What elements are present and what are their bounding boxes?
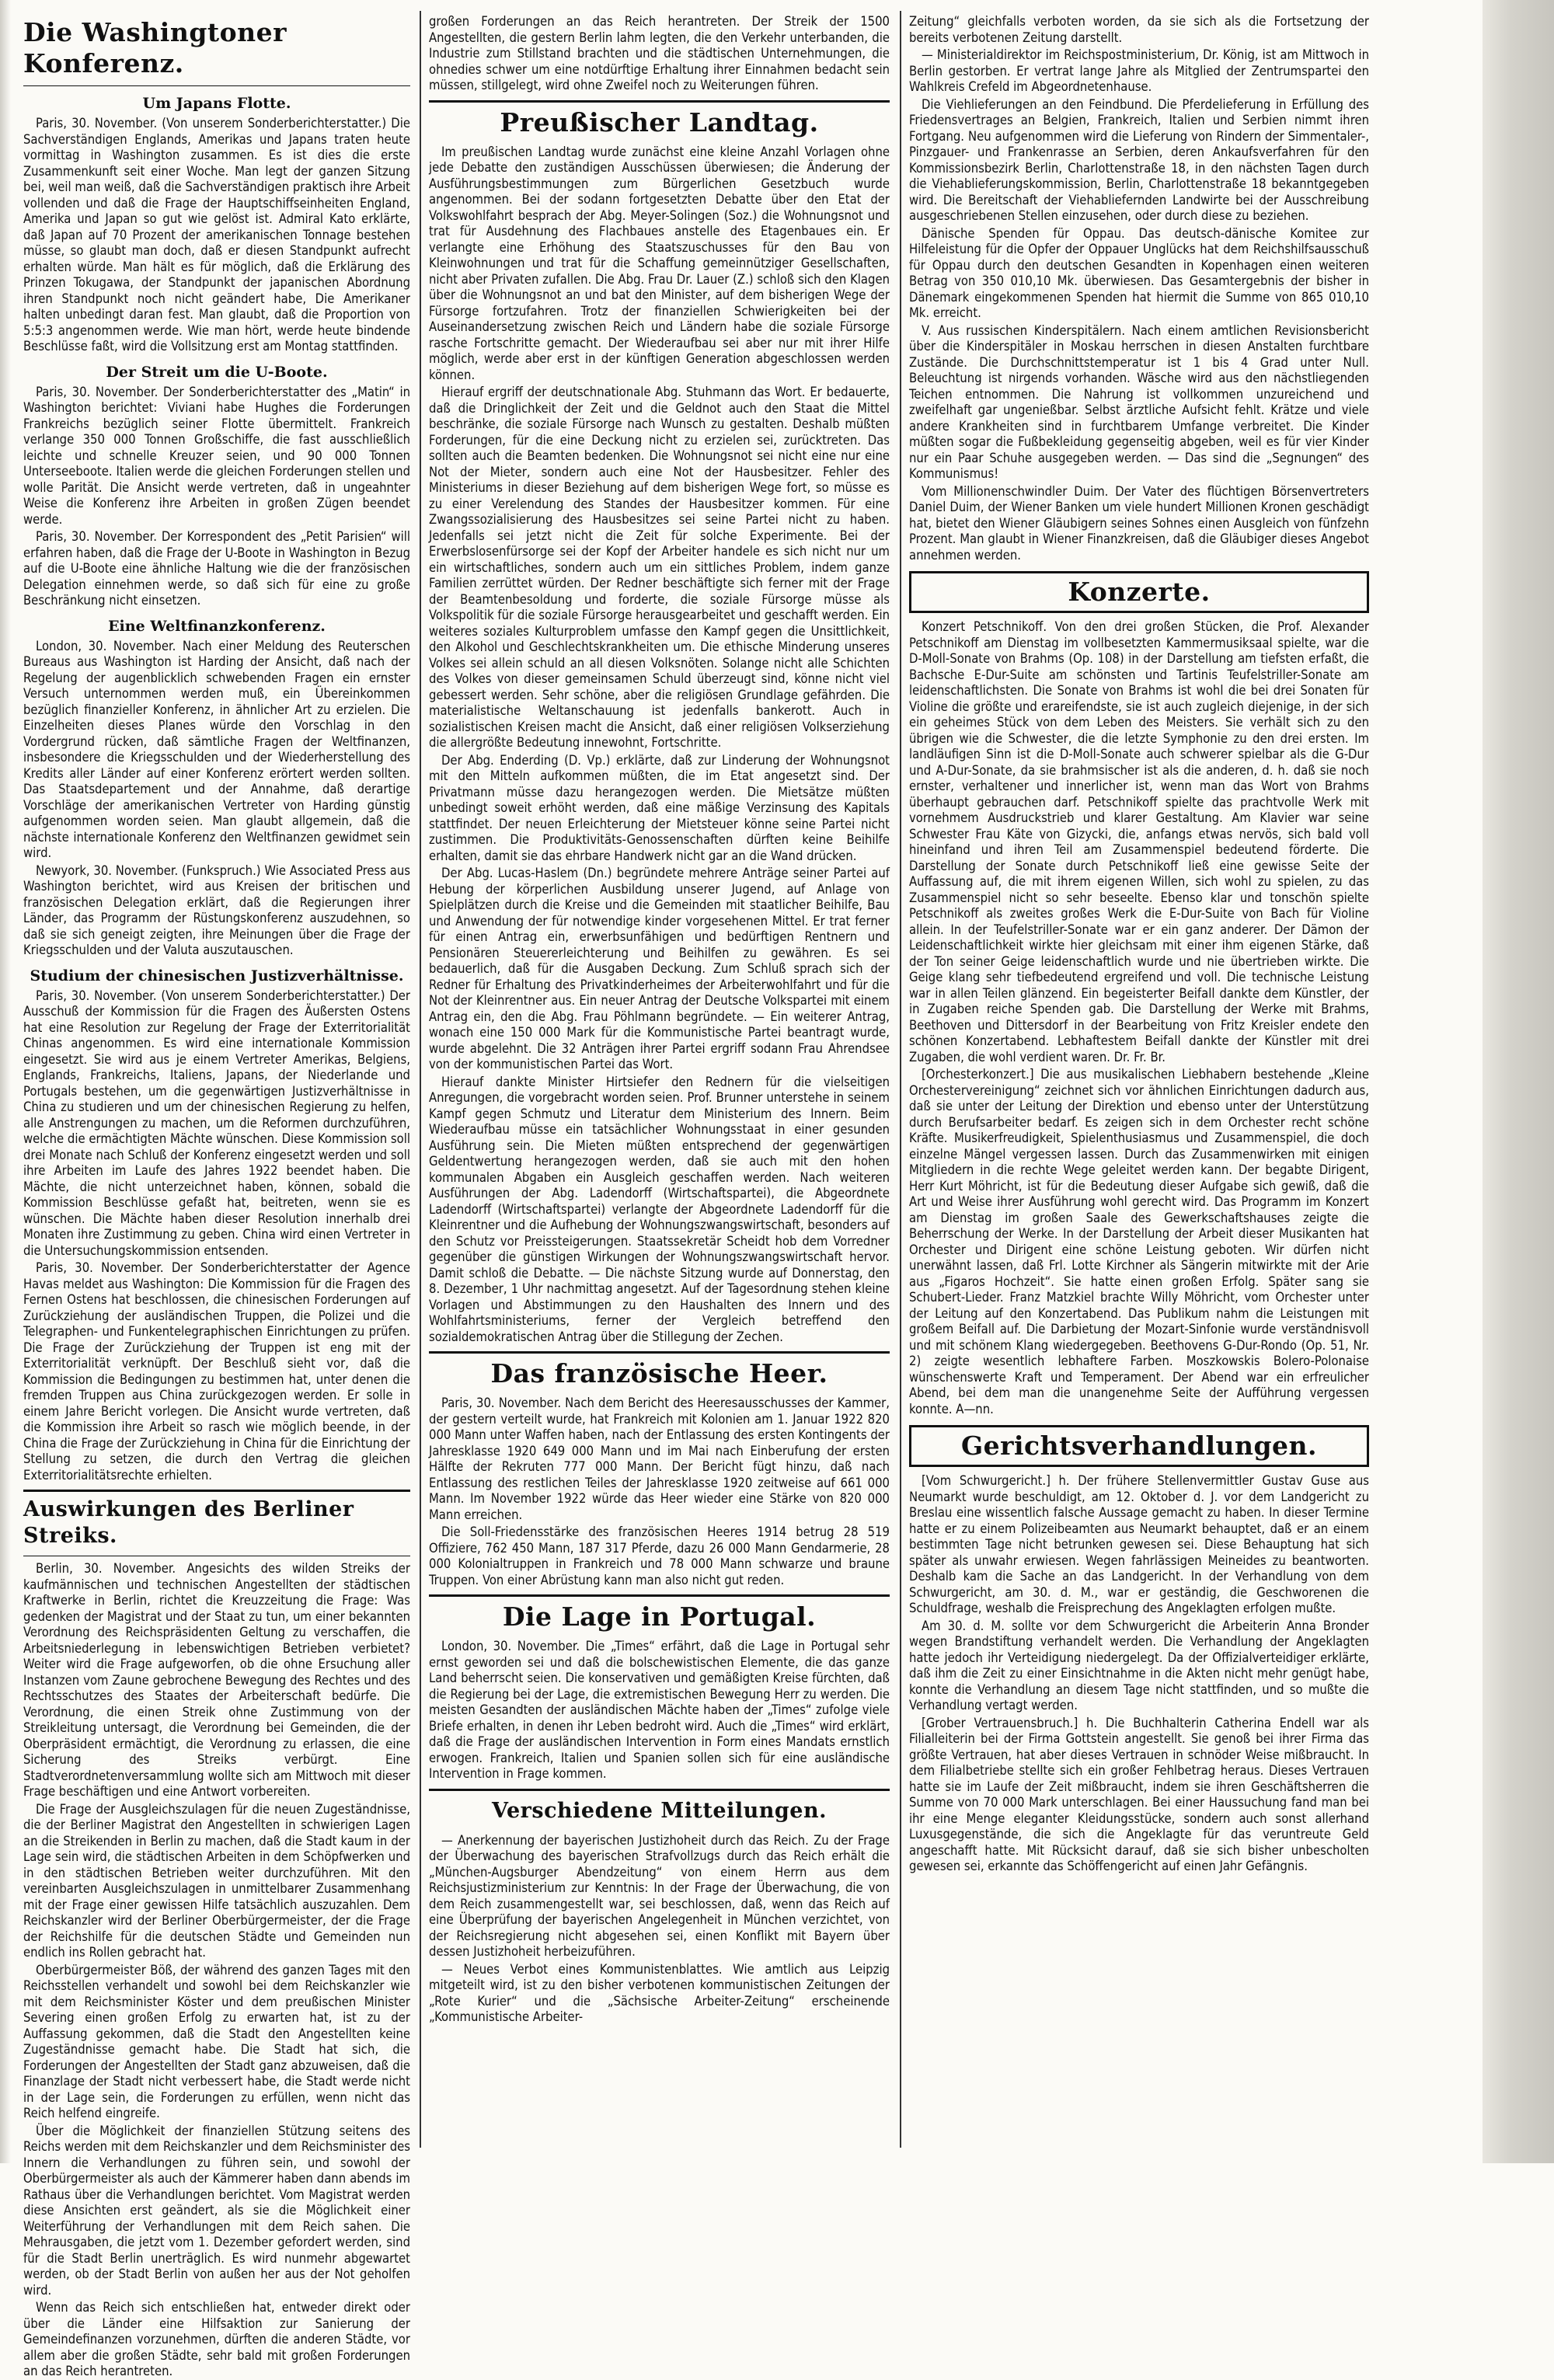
divider xyxy=(429,1594,890,1597)
paragraph: London, 30. November. Die „Times“ erfährt, daß die Lage in Portugal sehr ernst geworden sei und daß die bolschewistischen Elemente, die das ganze Land beherrscht seien. Die konservativen und gemäßigten Kreise fürchten, daß die Regierung bei der Lage, die extremistischen Bewegung Herr zu werden. Die meisten Gesandten der ausländischen Mächte haben der „Times“ zufolge viele Briefe erhalten, in denen ihr Leben bedroht wird. Auch die „Times“ wird erklärt, daß die Frage der ausländischen Intervention in Form eines Mandats ernstlich erwogen. Frankreich, Italien und Spanien sollen sich für eine ausländische Intervention in Frage kommen. xyxy=(429,1639,890,1781)
paragraph: Hierauf ergriff der deutschnationale Abg. Stuhmann das Wort. Er bedauerte, daß die Dringlichkeit der Zeit und die Geldnot auch den Staat die Mittel beschränke, die soziale Fürsorge nach Wunsch zu gestalten. Deshalb müßten Forderungen, für die eine Deckung nicht zu erzielen sei, zurücktreten. Das sollten auch die Beamten bedenken. Die Wohnungsnot sei nicht eine nur eine Not der Mieter, sondern auch eine Not der Hausbesitzer. Fehler des Ministeriums in dieser Beziehung auf dem bisherigen Wege fort, so müsse es zu einer Verelendung des Standes der Hausbesitzer kommen. Für eine Zwangssozialisierung des Hausbesitzes sei seine Partei nicht zu haben. Jedenfalls sei jetzt nicht die Zeit für solche Experimente. Bei der Erwerbslosenfürsorge sei der Kopf der Arbeiter handele es sich nicht nur um ein wirtschaftliches, sondern auch um ein sittliches Problem, indem ganze Familien zerrüttet würden. Der Redner beschäftigte sich ferner mit der Frage der Beamtenbesoldung und forderte, die soziale Fürsorge müsse als Volkspolitik für die soziale Fürsorge herausgearbeitet und geschafft werden. Ein weiteres soziales Kulturproblem umfasse den Kampf gegen die Unsittlichkeit, den Alkohol und Geschlechtskrankheiten um. Die ethische Minderung unseres Volkes sei allein schuld an all diesen Volksnöten. Solange nicht alle Schichten des Volkes von dieser gemeinsamen Schuld überzeugt sind, könne nicht viel gebessert werden. Sehr schöne, aber die religiösen Grundlage gefährden. Die materialistische Weltanschauung ist jedenfalls bankerott. Auch in sozialistischen Kreisen macht die Ansicht, daß einer religiösen Volkserziehung die allergrößte Bedeutung innewohnt, Fortschritte. xyxy=(429,385,890,750)
headline-french-army: Das französische Heer. xyxy=(490,1358,828,1389)
divider xyxy=(429,1789,890,1791)
column-3 xyxy=(900,11,1377,2148)
paragraph: — Anerkennung der bayerischen Justizhoheit durch das Reich. Zu der Frage der Überwachung des bayerischen Strafvollzugs durch das Reich erhält die „München-Augsburger Abendzeitung“ von einem Herrn aus dem Reichsjustizministerium zur Kenntnis: In der Frage der Überwachung, die von dem Reich zusammengestellt war, sei beschlossen, daß, wenn das Reich auf eine Überprüfung der bayerischen Angelegenheit in München verzichtet, von der Reichsregierung nicht abgesehen sei, einen Konflikt mit Bayern über dessen Justizhoheit herbeizuführen. xyxy=(429,1832,890,1959)
subhead: Studium der chinesischen Justizverhältnisse. xyxy=(30,967,404,984)
paragraph: Newyork, 30. November. (Funkspruch.) Wie Associated Press aus Washington berichtet, wird aus Kreisen der britischen und französischen Delegation erklärt, daß die Regierungen ihrer Länder, das Programm der Rüstungskonferenz auszudehnen, so daß sie sich geneigt zeigten, ihre Meinungen über die Frage der Kriegsschulden und der Valuta auszutauschen. xyxy=(23,862,410,957)
article-court xyxy=(909,1473,1369,1875)
subhead: Eine Weltfinanzkonferenz. xyxy=(108,617,326,635)
paragraph: London, 30. November. Nach einer Meldung des Reuterschen Bureaus aus Washington ist Harding der Ansicht, daß nach der Regelung der augenblicklich schwebenden Fragen ein ernster Versuch unternommen werden muß, ein Übereinkommen bezüglich finanzieller Konferenz, in ähnlicher Art zu erzielen. Die Einzelheiten dieses Planes würde den Vorschlag in den Vordergrund rücken, daß sämtliche Fragen der Weltfinanzen, insbesondere die Kriegsschulden und der Wiederherstellung des Kredits aller Länder auf einer Konferenz erörtert werden sollten. Das Staatsdepartement und der Annahme, daß derartige Vorschläge der amerikanischen Vertreter von Harding günstig aufgenommen worden seien. Man glaubt allgemein, daß die nächste internationale Konferenz den Weltfinanzen gewidmet sein wird. xyxy=(23,638,410,860)
paragraph: Paris, 30. November. (Von unserem Sonderberichterstatter.) Die Sachverständigen Englands, Amerikas und Japans traten heute vormittag in Washington zusammen. Es ist dies die erste Zusammenkunft seit einer Woche. Man legt der ganzen Sitzung bei, weil man weiß, daß die Sachverständigen praktisch ihre Arbeit vollenden und daß die Frage der Hauptschiffseinheiten England, Amerika und Japan so gut wie gelöst ist. Admiral Kato erklärte, daß Japan auf 70 Prozent der amerikanischen Tonnage bestehen müsse, so glaubt man doch, daß er diesen Standpunkt aufrecht erhalten würde. Man hält es für möglich, daß die Erklärung des Prinzen Tokugawa, der Standpunkt der japanischen Abordnung ihren Standpunkt noch nicht geändert habe, Die Amerikaner halten unbedingt daran fest. Man glaubt, daß die Proportion von 5:5:3 angenommen werde. Wie man hört, werde heute bindende Beschlüsse faßt, wird die Vollsitzung erst am Montag stattfinden. xyxy=(23,116,410,354)
divider xyxy=(23,1490,410,1492)
subhead: Der Streit um die U-Boote. xyxy=(106,363,328,381)
article-chinese-justice xyxy=(23,967,410,1484)
article-concerts xyxy=(909,619,1369,1417)
paragraph: Die Soll-Friedensstärke des französischen Heeres 1914 betrug 28 519 Offiziere, 762 450 Mann, 187 317 Pferde, dazu 26 000 Mann Gendarmerie, 28 000 Kolonialtruppen in Frankreich und 78 000 Mann schwarze und braune Truppen. Von einer Abrüstung kann man also nicht gut reden. xyxy=(429,1525,890,1587)
headline-berlin-strikes: Auswirkungen des Berliner Streiks. xyxy=(23,1497,354,1548)
paragraph: [Vom Schwurgericht.] h. Der frühere Stellenvermittler Gustav Guse aus Neumarkt wurde beschuldigt, am 12. Oktober d. J. vor dem Landgericht zu Breslau eine wissentlich falsche Aussage gemacht zu haben. In dieser Termine hatte er zu einem Polizeibeamten aus Neumarkt behauptet, daß er an einem bestimmten Tage nicht betrunken gewesen sei. Diese Behauptung hat sich später als unwahr erwiesen. Wegen fahrlässigen Meineides zu beantworten. Deshalb kam die Sache an das Landgericht. In der Verhandlung von dem Schwurgericht, am 30. d. M., war er geständig, die Geschworenen die Schuldfrage, weshalb die Freisprechung des Angeklagten erfolgen mußte. xyxy=(909,1473,1369,1615)
article-world-finance xyxy=(23,617,410,959)
paragraph: Der Abg. Enderding (D. Vp.) erklärte, daß zur Linderung der Wohnungsnot mit den Mitteln aufkommen müßten, die im Etat angesetzt sind. Der Privatmann müsse dazu herangezogen werden. Die Mietsätze müßten unbedingt soweit erhöht werden, daß eine mäßige Verzinsung des Kapitals stattfindet. Der neuen Erleichterung der Mietsteuer könne seine Partei nicht zustimmen. Die Produktivitäts-Genossenschaften dürften keine Beihilfe erhalten, damit sie das ehrbare Handwerk nicht gar an die Wand drücken. xyxy=(429,752,890,863)
paragraph: Die Frage der Ausgleichszulagen für die neuen Zugeständnisse, die der Berliner Magistrat den Angestellten in schwierigen Lagen an die Streikenden in Berlin zu machen, daß die Stadt kaum in der Lage sein wird, die städtischen Arbeiten in dem Schöpfwerken und in den städtischen Betrieben weiter durchzuführen. Mit den vereinbarten Ausgleichszulagen in unmittelbarer Zusammenhang mit der Frage einer gewissen Hilfe tatsächlich auszuzahlen. Dem Reichskanzler wird der Berliner Oberbürgermeister, der die Frage der Reichshilfe für die deutschen Städte und Gemeinden nun endlich ins Rollen gebracht hat. xyxy=(23,1801,410,1960)
paragraph: Konzert Petschnikoff. Von den drei großen Stücken, die Prof. Alexander Petschnikoff am Dienstag im vollbesetzten Kammermusiksaal spielte, war die D-Moll-Sonate von Brahms (Op. 108) in der Darstellung am tiefsten erfaßt, die Bachsche E-Dur-Suite am schönsten und Tartinis Teufelstriller-Sonate am leidenschaftlichsten. Die Sonate von Brahms ist wohl die bei drei Sonaten für Violine die größte und erareifendste, sie ist auch zugleich diejenige, in der sich ein geheimes Stück von dem Leben des Meisters. Sie verhält sich zu den übrigen wie die Schwester, die die letzte Symphonie zu den drei ersten. Im landläufigen Sinn ist die D-Moll-Sonate auch schwerer spielbar als die G-Dur und A-Dur-Sonate, da sie brahmsischer ist als die anderen, d. h. daß sie noch ernster, verhaltener und innerlicher ist, wenn man das Wort von Brahms überhaupt gebrauchen darf. Petschnikoff spielte das prachtvolle Werk mit vornehmem Ausdruckstrieb und klarer Gestaltung. Am Klavier war seine Schwester Frau Käte von Gizycki, die, anfangs etwas nervös, sich bald voll hineinfand und ihren Teil am Zusammenspiel bedeutend förderte. Die Darstellung der Sonate durch Petschnikoff ließ eine gewisse Seite der Auffassung auf, die mit ihrem eigenen Willen, sich wohl zu spielen, zu das Zusammenspiel nicht so sehr beseelte. Ebenso klar und tonschön spielte Petschnikoff als zweites großes Werk die E-Dur-Suite von Bach für Violine allein. In der Teufelstriller-Sonate war er ein ganz anderer. Der Dämon der Leidenschaftlichkeit wirkte hier gleichsam mit einer ihm eigenen Stärke, daß der Ton seiner Geige leidenschaftlich wurde und nie übertrieben wirkte. Die Geige klang sehr tiefbedeutend ergreifend und voll. Die technische Leistung war in allen Teilen glänzend. Ein begeisterter Beifall dankte dem Künstler, der in Zugaben reiche Spenden gab. Die Darstellung der Werke mit Brahms, Beethoven und Dittersdorf in der Bearbeitung von Fritz Kreisler endete den schönen Konzertabend. Lebhaftestem Beifall dankte der Künstler mit drei Zugaben, die wohl verdient waren. Dr. Fr. Br. xyxy=(909,619,1369,1065)
paragraph: Am 30. d. M. sollte vor dem Schwurgericht die Arbeiterin Anna Bronder wegen Brandstiftung verhandelt werden. Die Verhandlung der Angeklagten hatte jedoch ihr Verteidigung niedergelegt. Da der Offizialverteidiger erklärte, daß ihm die Zeit zu einer Einsichtnahme in die Akten nicht mehr genügt habe, konnte die Verhandlung an diesem Tage nicht stattfinden, und so mußte die Verhandlung vertagt werden. xyxy=(909,1618,1369,1713)
paragraph: Oberbürgermeister Böß, der während des ganzen Tages mit den Reichsstellen verhandelt und sowohl bei dem Reichskanzler wie mit dem Reichsminister Köster und dem preußischen Minister Severing einen großen Erfolg zu erwarten hat, ist zu der Auffassung gekommen, daß die Stadt den Angestellten keine Zugeständnisse gemacht habe. Die Stadt hat sich, die Forderungen der Angestellten der Stadt ganz abzuweisen, daß die Finanzlage der Stadt nicht verbessert habe, die Stadt werde nicht in der Lage sein, die Forderungen zu erfüllen, wenn nicht das Reich helfend eingreife. xyxy=(23,1962,410,2120)
paragraph: — Neues Verbot eines Kommunistenblattes. Wie amtlich aus Leipzig mitgeteilt wird, ist zu den bisher verbotenen kommunistischen Zeitungen der „Rote Kurier“ und die „Sächsische Arbeiter-Zeitung“ erscheinende „Kommunistische Arbeiter- xyxy=(429,1961,890,2024)
divider xyxy=(429,1351,890,1354)
article-prussian-landtag xyxy=(429,107,890,1346)
article-u-boats xyxy=(23,363,410,609)
article-french-army xyxy=(429,1358,890,1588)
paragraph-continued: großen Forderungen an das Reich herantreten. Der Streik der 1500 Angestellten, die gestern Berlin lahm legten, die den Verkehr unterbanden, die Industrie zum Stillstand brachten und die städtischen Unternehmungen, die ohnedies schwer um eine notdürftige Erhaltung ihrer Einnahmen bedacht sein müssen, stillgelegt, wird ohne Zweifel noch zu Weiterungen führen. xyxy=(429,14,890,92)
paragraph: — Ministerialdirektor im Reichspostministerium, Dr. König, ist am Mittwoch in Berlin gestorben. Er vertrat lange Jahre als Mitglied der Zentrumspartei den Wahlkreis Crefeld im Abgeordnetenhause. xyxy=(909,47,1369,94)
paragraph: Im preußischen Landtag wurde zunächst eine kleine Anzahl Vorlagen ohne jede Debatte den zuständigen Ausschüssen überwiesen; die Änderung der Ausführungsbestimmungen zum Bürgerlichen Gesetzbuch wurde angenommen. Bei der sodann fortgesetzten Debatte über den Etat der Volkswohlfahrt besprach der Abg. Meyer-Solingen (Soz.) die Wohnungsnot und trat für Ausdehnung des Flachbaues anstelle des Etagenbaues ein. Er verlangte eine Erhöhung des Staatszuschusses für den Bau von Kleinwohnungen und trat für die Schaffung gemeinnütziger Gesellschaften, nicht aber Privaten zufallen. Die Abg. Frau Dr. Lauer (Z.) schloß sich den Klagen über die Wohnungsnot an und bat den Minister, auf dem bisherigen Wege der Fürsorge fortzufahren. Trotz der finanziellen Schwierigkeiten bei der Auseinandersetzung zwischen Reich und Ländern habe die soziale Fürsorge rasche Fortschritte gemacht. Der Wiederaufbau sei aber nur mit ihrer Hilfe möglich, werde aber erst in der künftigen Generation abgeschlossen werden können. xyxy=(429,144,890,382)
article-japan-fleet xyxy=(23,94,410,355)
article-portugal xyxy=(429,1601,890,1782)
divider xyxy=(429,100,890,103)
paragraph: Über die Möglichkeit der finanziellen Stützung seitens des Reichs werden mit dem Reichskanzler und dem Reichsminister des Innern die Verhandlungen zu führen sein, und sowohl der Oberbürgermeister als auch der Kämmerer haben dann abends im Rathaus über die Verhandlungen berichtet. Vom Magistrat werden diese Ansichten erst geändert, als sie die Möglichkeit einer Weiterführung der Verhandlungen mit dem Reich sahen. Die Mehrausgaben, die jetzt vom 1. Dezember gefordert werden, sind für die Stadt Berlin unerträglich. Es wird nunmehr abgewartet werden, ob der Stadt Berlin von außen her aus der Not geholfen wird. xyxy=(23,2123,410,2298)
column-2 xyxy=(420,11,897,2148)
paragraph: V. Aus russischen Kinderspitälern. Nach einem amtlichen Revisionsbericht über die Kinderspitäler in Moskau herrschen in diesen Anstalten furchtbare Zustände. Die Durchschnittstemperatur ist 1 bis 4 Grad unter Null. Beleuchtung ist nirgends vorhanden. Wäsche wird aus den nächstliegenden Teichen entnommen. Die Nahrung ist vollkommen unzureichend und zweifelhaft gar ungenießbar. Selbst ärztliche Aufsicht fehlt. Krätze und viele andere Krankheiten sind in furchtbarem Umfange verbreitet. Die Kinder müßten sogar die Fußbekleidung gegenseitig abgeben, weil es für vier Kinder nur ein Paar Schuhe ausgegeben werden. — Das sind die „Segnungen“ des Kommunismus! xyxy=(909,322,1369,481)
scan-shadow-right xyxy=(1483,0,1554,2163)
column-1 xyxy=(16,11,418,2378)
paragraph: Dänische Spenden für Oppau. Das deutsch-dänische Komitee zur Hilfeleistung für die Opfer der Oppauer Unglücks hat dem Reichshilfsausschuß für Oppau durch den deutschen Gesandten in Kopenhagen einen weiteren Betrag von 350 010,10 Mk. überwiesen. Das Gesamtergebnis der bisher in Dänemark eingekommenen Spenden hat hiermit die Summe von 865 010,10 Mk. erreicht. xyxy=(909,225,1369,320)
article-misc-news xyxy=(429,1796,890,2026)
newspaper-page xyxy=(16,11,1476,2378)
subhead: Um Japans Flotte. xyxy=(142,95,291,112)
headline-washington-conference: Die Washingtoner Konferenz. xyxy=(23,17,287,78)
paragraph: Paris, 30. November. Der Korrespondent des „Petit Parisien“ will erfahren haben, daß die Frage der U-Boote in Washington in Bezug auf die U-Boote eine ähnliche Haltung wie die der französischen Delegation einnehmen werde, so daß sich für eine zu große Beschränkung nicht einsetzen. xyxy=(23,529,410,608)
paragraph: [Grober Vertrauensbruch.] h. Die Buchhalterin Catherina Endell war als Filialleiterin bei der Firma Gottstein angestellt. Sie genoß bei ihrer Firma das größte Vertrauen, hat aber dieses Vertrauen in schnöder Weise mißbraucht. In dem Filialbetriebe stellte sich ein großer Fehlbetrag heraus. Dieses Vertrauen hatte sie im Laufe der Zeit mißbraucht, indem sie ihren Geschäftsherren die Summe von 70 000 Mark unterschlagen. Bei einer Haussuchung fand man bei ihr eine Menge eleganter Kleidungsstücke, sondern auch sonst allerhand Luxusgegenstände, die sich die Angeklagte für das veruntreute Geld angeschafft hatte. Mit Rücksicht darauf, daß sie sich bisher unbescholten gewesen sei, erkannte das Schöffengericht auf einen Jahr Gefängnis. xyxy=(909,1715,1369,1873)
paragraph: Paris, 30. November. Nach dem Bericht des Heeresausschusses der Kammer, der gestern verteilt wurde, hat Frankreich mit Kolonien am 1. Januar 1922 820 000 Mann unter Waffen haben, nach der Entlassung des ersten Kontingents der Jahresklasse 1920 649 000 Mann und im Mai nach Einberufung der ersten Hälfte der Rekruten 777 000 Mann. Der Bericht fügt hinzu, daß nach Entlassung des restlichen Teiles der Jahresklasse 1920 zeitweise auf 661 000 Mann. Im November 1922 würde das Heer wieder eine Stärke von 820 000 Mann erreichen. xyxy=(429,1396,890,1522)
headline-court-proceedings: Gerichtsverhandlungen. xyxy=(960,1430,1318,1461)
paragraph-continued: Zeitung“ gleichfalls verboten worden, da sie sich als die Fortsetzung der bereits verbotenen Zeitung darstellt. xyxy=(909,14,1369,45)
paragraph: Die Viehlieferungen an den Feindbund. Die Pferdelieferung in Erfüllung des Friedensvertrages an Belgien, Frankreich, Italien und Serbien nimmt ihren Fortgang. Neu aufgenommen wird die Lieferung von Rindern der Simmentaler-, Pinzgauer- und Frankenrasse an Serbien, deren Ankaufsverfahren für den Kommissionsbezirk Berlin, Charlottenstraße 18, in den nächsten Tagen durch die Viehablieferungskommission, Berlin, Charlottenstraße 18 bekanntgegeben wird. Die Bereitschaft der Viehabliefernden Landwirte bei der Ausschreibung ausgeschriebenen Stellen einzusehen, oder durch diese zu beziehen. xyxy=(909,96,1369,223)
paragraph: Der Abg. Lucas-Haslem (Dn.) begründete mehrere Anträge seiner Partei auf Hebung der körperlichen Ausbildung unserer Jugend, auf Anlage von Spielplätzen durch die Kreise und die Gemeinden mit staatlicher Beihilfe, Bau und Anwendung der für notwendige kinder vorgesehenen Mittel. Er trat ferner für einen Antrag ein, erwerbsunfähigen und bedürftigen Rentnern und Pensionären Steuererleichterung und Beihilfen zu gewähren. Es sei bedauerlich, daß für die Ausgaben Deckung. Zum Schluß sprach sich der Redner für Erhaltung des Privatkinderheimes der Arbeiterwohlfahrt und für die Not der Kleinrentner aus. Ein neuer Antrag der Deutsche Volkspartei mit einem Antrag ein, den die Abg. Frau Pöhlmann begründete. — Ein weiterer Antrag, wonach eine 150 000 Mark für die Kommunistische Partei beantragt wurde, wurde abgelehnt. Die 32 Anträgen ihrer Partei ergriff sodann Frau Ahrendsee von der kommunistischen Partei das Wort. xyxy=(429,866,890,1072)
paragraph: Hierauf dankte Minister Hirtsiefer den Rednern für die vielseitigen Anregungen, die vorgebracht worden seien. Prof. Brunner unterstehe in seinem Kampf gegen Schmutz und Literatur dem Ministerium des Innern. Beim Wiederaufbau müsse ein tatsächlicher Wohnungsstaat in einer gesunden Ausführung sein. Die Mieten müßten entsprechend der gegenwärtigen Geldentwertung herangezogen werden, daß sie auch mit den hohen kommunalen Abgaben ein Ausgleich geschaffen werden. Nach weiteren Ausführungen der Abg. Ladendorff (Wirtschaftspartei), die Abgeordnete Ladendorff (Wirtschaftspartei) verlangte der Abgeordnete Ladendorff für die Kleinrentner und die Aufhebung der Wohnungszwangswirtschaft, besonders auf den Schutz vor Preissteigerungen. Staatssekretär Scheidt hob dem Vorredner gegenüber die günstigen Wirkungen der Wohnungszwangswirtschaft hervor. Damit schloß die Debatte. — Die nächste Sitzung wurde auf Donnerstag, den 8. Dezember, 1 Uhr nachmittag angesetzt. Auf der Tagesordnung stehen kleine Vorlagen und Abstimmungen zu den Haushalten des Innern und des Wohlfahrtsministeriums, ferner der Vergleich betreffend den sozialdemokratischen Antrag über die Stillegung der Zechen. xyxy=(429,1074,890,1344)
scan-shadow-left xyxy=(0,0,11,2163)
section-box-concerts xyxy=(909,571,1369,613)
paragraph: [Orchesterkonzert.] Die aus musikalischen Liebhabern bestehende „Kleine Orchestervereinigung“ zeichnet sich vor ähnlichen Einrichtungen dadurch aus, daß sie unter der Leitung der Direktion und ebenso unter der Unterstützung durch Berufsarbeiter bedarf. Es zeigen sich in dem Orchester recht schöne Kräfte. Musikerfreudigkeit, Spielenthusiasmus und Zusammenspiel, die doch einzelne Mängel vergessen lassen. Durch das Zusammenwirken mit einigen Mitgliedern in die rechte Wege geleitet werden kann. Der begabte Dirigent, Herr Kurt Möhricht, ist für die Bedeutung dieser Aufgabe sich gewiß, daß die Art und Weise ihrer Ausführung wohl gerecht wird. Das Programm im Konzert am Dienstag im großen Saale des Gewerkschaftshauses zeigte die Beherrschung der Werke. In der Darstellung der Arbeit dieser Musikanten hat Orchester und Dirigent eine schöne Leistung geboten. Wir dürfen nicht unerwähnt lassen, daß Frl. Lotte Kirchner als Sängerin mitwirkte mit der Arie aus „Figaros Hochzeit“. Sie hatte einen großen Erfolg. Später sang sie Schubert-Lieder. Franz Matzkiel brachte Willy Möhricht, vom Orchester unter der Leitung auf den Konzertabend. Das Publikum nahm die Leistungen mit großem Beifall auf. Die Darbietung der Mozart-Sinfonie wurde verständnisvoll und mit schönem Klang wiedergegeben. Beethovens G-Dur-Rondo (Op. 51, Nr. 2) zeigte wesentlich lebhaftere Farben. Moszkowskis Bolero-Polonaise wünschenswerte Kraft und Temperament. Der Abend war ein erfreulicher Abend, bei dem man die unangenehme Seite der Aufführung vergessen konnte. A—nn. xyxy=(909,1067,1369,1417)
section-box-court xyxy=(909,1425,1369,1467)
article-berlin-strikes xyxy=(23,1497,410,2380)
paragraph: Vom Millionenschwindler Duim. Der Vater des flüchtigen Börsenvertreters Daniel Duim, der Wiener Banken um viele hundert Millionen Kronen geschädigt hat, bietet den Wiener Gläubigern seines Sohnes einen Ausgleich von fünfzehn Prozent. Man glaubt in Wiener Finanzkreisen, daß die Gläubiger dieses Angebot annehmen werden. xyxy=(909,483,1369,563)
paragraph: Berlin, 30. November. Angesichts des wilden Streiks der kaufmännischen und technischen Angestellten der städtischen Kraftwerke in Berlin, richtet die Kreuzzeitung die Frage: Was gedenken der Magistrat und der Staat zu tun, um einer bekannten Verordnung des Reichspräsidenten Geltung zu verschaffen, die Arbeitsniederlegung in lebenswichtigen Betrieben verbietet? Weiter wird die Frage aufgeworfen, ob die ohne Ersuchung aller Instanzen vom Zaune gebrochene Bewegung des Rechtes und des Rechtsschutzes des Staates der Arbeiterschaft bedürfe. Die Verordnung, die einen Streik ohne Zustimmung von der Streikleitung untersagt, die Verordnung bei Gemeinden, die der Oberpräsident ermächtigt, die Verordnung zu erlassen, die eine Sicherung des Streiks verbürgt. Eine Stadtverordnetenversammlung wollte sich am Mittwoch mit dieser Frage beschäftigen und eine Antwort vorbereiten. xyxy=(23,1561,410,1799)
paragraph: Paris, 30. November. (Von unserem Sonderberichterstatter.) Der Ausschuß der Kommission für die Fragen des Äußersten Ostens hat eine Resolution zur Regelung der Frage der Exterritorialität Chinas angenommen. Es wird eine internationale Kommission eingesetzt. Sie wird aus je einem Vertreter Amerikas, Belgiens, Englands, Frankreichs, Italiens, Japans, der Niederlande und Portugals bestehen, um die gegenwärtigen Justizverhältnisse in China zu studieren und um der chinesischen Regierung zu helfen, alle Anstrengungen zu machen, um die Reformen durchzuführen, welche die ermächtigten Mächte wünschen. Diese Kommission soll drei Monate nach Schluß der Konferenz eingesetzt werden und soll ihre Arbeiten im Laufe des Jahres 1922 beendet haben. Die Mächte, die nicht unterzeichnet haben, können, sobald die Kommission Beschlüsse gefaßt hat, beitreten, wenn sie es wünschen. Die Mächte haben dieser Resolution innerhalb drei Monaten ihre Zustimmung zu geben. China wird einen Vertreter in die Untersuchungskommission entsenden. xyxy=(23,988,410,1258)
paragraph: Paris, 30. November. Der Sonderberichterstatter der Agence Havas meldet aus Washington: Die Kommission für die Fragen des Fernen Ostens hat beschlossen, die chinesischen Forderungen auf Zurückziehung der ausländischen Truppen, die Polizei und die Telegraphen- und Funkentelegraphischen Einrichtungen zu prüfen. Die Frage der Zurückziehung der Truppen ist eng mit der Exterritorialität verknüpft. Der Beschluß sieht vor, daß die Kommission die Bedingungen zu bestimmen hat, unter denen die fremden Truppen aus China zurückgezogen werden. Er solle in einem Jahre Bericht vorlegen. Die Ansicht wurde vertreten, daß die Kommission ihre Arbeit so rasch wie möglich beende, in der China die Frage der Zurückziehung in China für die Einrichtung der Stellung zu setzen, die durch den Vertrag die gleichen Exterritorialitätsrechte erhielten. xyxy=(23,1260,410,1483)
headline-portugal: Die Lage in Portugal. xyxy=(502,1601,817,1632)
paragraph: Paris, 30. November. Der Sonderberichterstatter des „Matin“ in Washington berichtet: Viviani habe Hughes die Forderungen Frankreichs bezüglich seiner Flotte übermittelt. Frankreich verlange 350 000 Tonnen Großschiffe, die fast ausschließlich leichte und schnelle Kreuzer seien, und 90 000 Tonnen Unterseeboote. Italien werde die gleichen Forderungen stellen und wolle Parität. Die Ansicht werde vertreten, daß in ungeahnter Weise die Konferenz ihre Arbeiten in großen Zügen beendet werde. xyxy=(23,384,410,527)
divider xyxy=(23,85,410,86)
headline-misc-news: Verschiedene Mitteilungen. xyxy=(492,1798,827,1823)
headline-prussian-landtag: Preußischer Landtag. xyxy=(500,106,819,138)
paragraph: Wenn das Reich sich entschließen hat, entweder direkt oder über die Länder eine Hilfsaktion zur Sanierung der Gemeindefinanzen vorzunehmen, dürften die anderen Städte, vor allem aber die großen Städte, sehr bald mit großen Forderungen an das Reich herantreten. xyxy=(23,2300,410,2378)
headline-concerts: Konzerte. xyxy=(1068,577,1211,607)
